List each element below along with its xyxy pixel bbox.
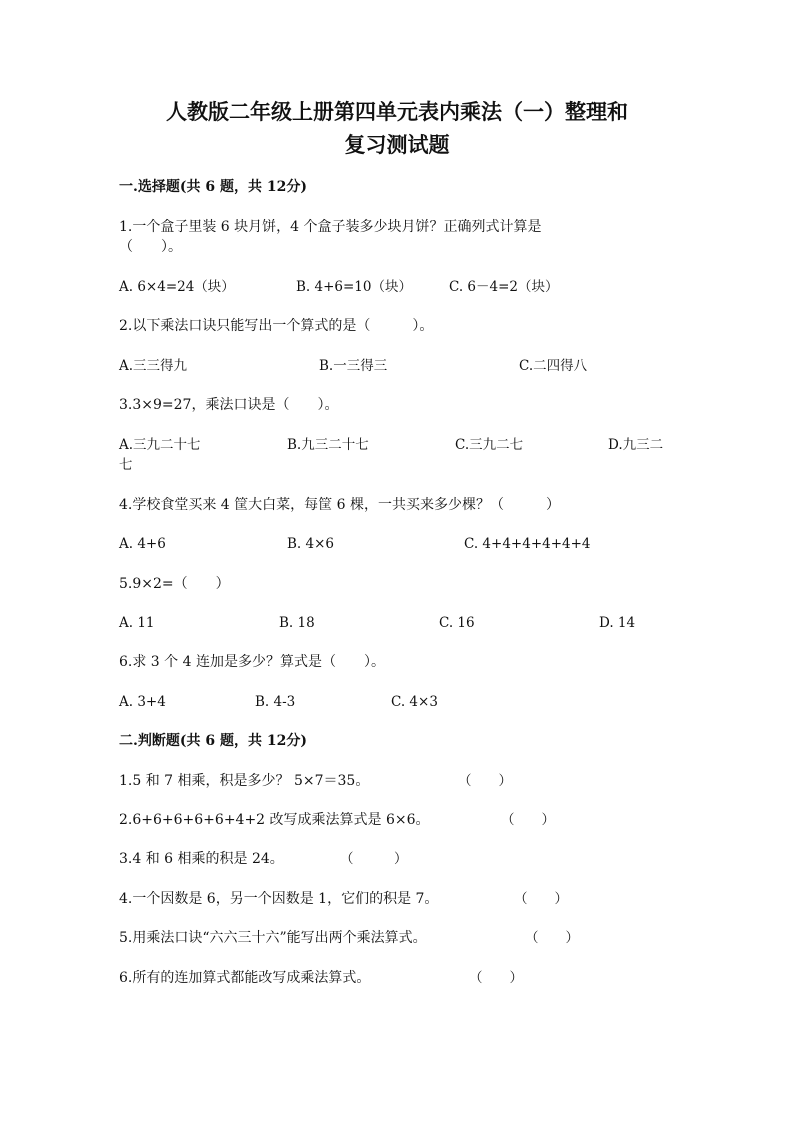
q3-option-a: A.三九二十七 <box>119 437 201 453</box>
q3-option-d: D.九三二 <box>608 437 664 453</box>
q2-option-b: B.一三得三 <box>319 358 388 374</box>
tf4-text: 4.一个因数是 6，另一个因数是 1，它们的积是 7。 <box>119 891 439 907</box>
section1-heading: 一.选择题(共 6 题，共 12分) <box>119 179 307 195</box>
q1-stem-line2: （ ）。 <box>119 239 182 255</box>
tf4-answer-bracket: （ ） <box>514 891 568 907</box>
q6-option-a: A. 3+4 <box>119 694 166 710</box>
q2-option-a: A.三三得九 <box>119 358 188 374</box>
q1-option-b: B. 4+6=10（块） <box>296 279 412 295</box>
q4-stem: 4.学校食堂买来 4 筐大白菜，每筐 6 棵，一共买来多少棵？（ ） <box>119 497 560 513</box>
q6-stem: 6.求 3 个 4 连加是多少？算式是（ ）。 <box>119 654 385 670</box>
q5-option-c: C. 16 <box>439 615 475 631</box>
section2-heading: 二.判断题(共 6 题，共 12分) <box>119 733 307 749</box>
tf1-answer-bracket: （ ） <box>458 773 512 789</box>
q5-option-b: B. 18 <box>279 615 315 631</box>
q5-option-d: D. 14 <box>599 615 636 631</box>
tf6-answer-bracket: （ ） <box>469 970 523 986</box>
q2-stem: 2.以下乘法口诀只能写出一个算式的是（ ）。 <box>119 318 434 334</box>
tf6-text: 6.所有的连加算式都能改写成乘法算式。 <box>119 970 371 986</box>
q1-option-a: A. 6×4=24（块） <box>119 279 235 295</box>
q5-stem: 5.9×2=（ ） <box>119 576 230 592</box>
page-title-line1: 人教版二年级上册第四单元表内乘法（一）整理和 <box>166 99 628 124</box>
tf5-answer-bracket: （ ） <box>525 930 579 946</box>
tf1-text: 1.5 和 7 相乘，积是多少？ 5×7＝35。 <box>119 773 370 789</box>
q2-option-c: C.二四得八 <box>519 358 588 374</box>
q6-option-c: C. 4×3 <box>391 694 438 710</box>
q1-stem-line1: 1.一个盒子里装 6 块月饼，4 个盒子装多少块月饼？正确列式计算是 <box>119 219 542 235</box>
tf3-text: 3.4 和 6 相乘的积是 24。 <box>119 851 284 867</box>
tf5-text: 5.用乘法口诀“六六三十六”能写出两个乘法算式。 <box>119 930 427 946</box>
q6-option-b: B. 4-3 <box>255 694 296 710</box>
q3-option-d-wrap: 七 <box>119 457 133 473</box>
tf3-answer-bracket: （ ） <box>340 851 408 867</box>
q4-option-c: C. 4+4+4+4+4+4 <box>464 536 591 552</box>
q4-option-a: A. 4+6 <box>119 536 166 552</box>
q3-option-b: B.九三二十七 <box>287 437 369 453</box>
q3-stem: 3.3×9=27，乘法口诀是（ ）。 <box>119 397 339 413</box>
tf2-text: 2.6+6+6+6+6+4+2 改写成乘法算式是 6×6。 <box>119 812 430 828</box>
q4-option-b: B. 4×6 <box>287 536 334 552</box>
page-title-line2: 复习测试题 <box>344 132 450 157</box>
tf2-answer-bracket: （ ） <box>501 812 555 828</box>
q3-option-c: C.三九二七 <box>455 437 524 453</box>
q5-option-a: A. 11 <box>119 615 155 631</box>
q1-option-c: C. 6－4=2（块） <box>449 279 559 295</box>
